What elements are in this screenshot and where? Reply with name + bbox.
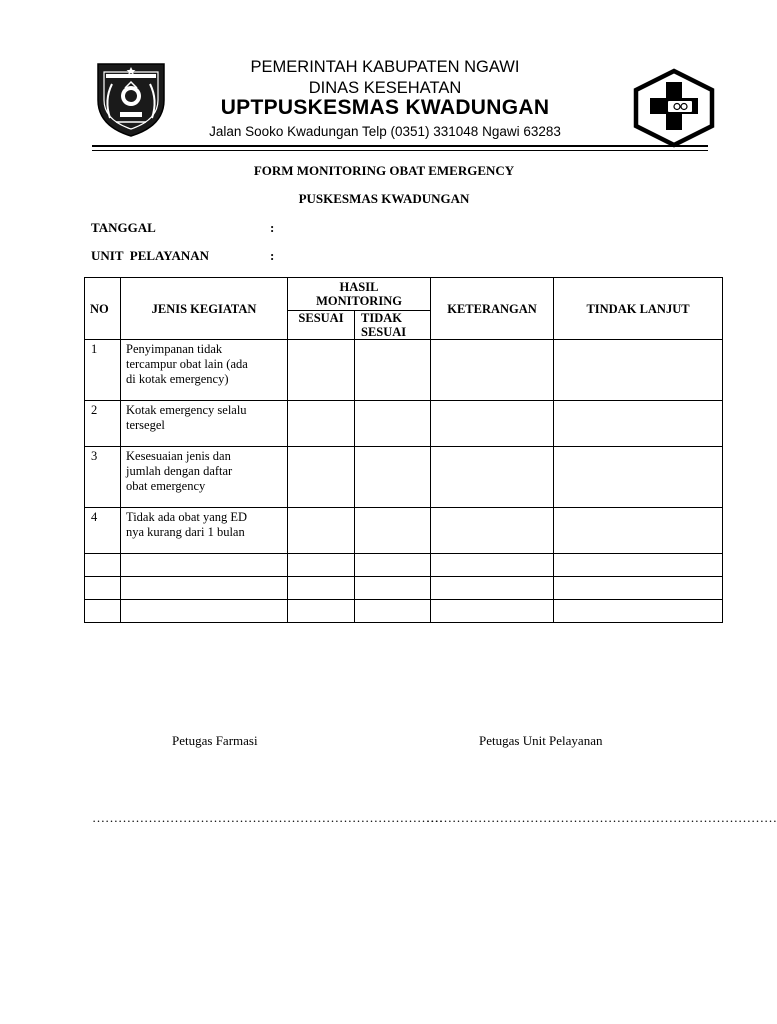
empty-cell[interactable] [355, 577, 431, 600]
empty-cell[interactable] [85, 554, 121, 577]
cell-tidak-sesuai[interactable] [355, 447, 431, 508]
cell-sesuai[interactable] [288, 447, 355, 508]
header-tindak-lanjut: TINDAK LANJUT [554, 278, 723, 340]
cell-sesuai[interactable] [288, 340, 355, 401]
field-label-tanggal: TANGGAL [91, 220, 156, 235]
empty-cell[interactable] [355, 554, 431, 577]
empty-cell[interactable] [355, 600, 431, 623]
address: Jalan Sooko Kwadungan Telp (0351) 331048 Ngawi 63283 [209, 124, 561, 139]
department-name: DINAS KESEHATAN [308, 79, 462, 97]
table-row-empty [85, 577, 723, 600]
empty-cell[interactable] [288, 577, 355, 600]
row-no: 4 [85, 508, 121, 554]
table-row [85, 340, 723, 401]
cell-keterangan[interactable] [431, 340, 554, 401]
empty-cell[interactable] [431, 600, 554, 623]
table-row-empty [85, 600, 723, 623]
ngawi-regency-emblem-icon [94, 60, 168, 138]
header-tidak-line1: TIDAK [361, 311, 402, 325]
signature-line-farmasi: ……………………………………………………………………… [92, 810, 443, 825]
table-row [85, 508, 723, 554]
empty-cell[interactable] [554, 600, 723, 623]
row-no: 1 [85, 340, 121, 401]
row-kegiatan [121, 447, 288, 508]
cell-sesuai[interactable] [288, 508, 355, 554]
row-kegiatan [121, 508, 288, 554]
empty-cell[interactable] [288, 554, 355, 577]
cell-keterangan[interactable] [431, 508, 554, 554]
signature-label-unit: Petugas Unit Pelayanan [479, 733, 603, 748]
empty-cell[interactable] [121, 554, 288, 577]
cell-sesuai[interactable] [288, 401, 355, 447]
table-header-row [85, 278, 723, 311]
empty-cell[interactable] [431, 554, 554, 577]
cell-keterangan[interactable] [431, 401, 554, 447]
field-label-unit-pelayanan: UNIT PELAYANAN [91, 248, 209, 263]
puskesmas-logo-icon [632, 68, 716, 148]
table-row-empty [85, 554, 723, 577]
kegiatan-line: Penyimpanan tidak [126, 342, 223, 356]
header-hasil-monitoring [288, 278, 431, 311]
kegiatan-line: Tidak ada obat yang ED [126, 510, 248, 524]
row-no: 2 [85, 401, 121, 447]
header-jenis-kegiatan: JENIS KEGIATAN [121, 278, 288, 340]
row-no: 3 [85, 447, 121, 508]
header-rule-thick [92, 145, 708, 147]
header-hasil-line1: HASIL [339, 280, 379, 294]
cell-tindak-lanjut[interactable] [554, 401, 723, 447]
cell-tindak-lanjut[interactable] [554, 508, 723, 554]
kegiatan-line: obat emergency [126, 479, 206, 493]
form-title: FORM MONITORING OBAT EMERGENCY [253, 163, 515, 178]
empty-cell[interactable] [431, 577, 554, 600]
row-kegiatan [121, 401, 288, 447]
row-kegiatan [121, 340, 288, 401]
signature-label-farmasi: Petugas Farmasi [172, 733, 258, 748]
kegiatan-line: jumlah dengan daftar [126, 464, 233, 478]
kegiatan-line: Kotak emergency selalu [126, 403, 247, 417]
table-row [85, 401, 723, 447]
table-row [85, 447, 723, 508]
empty-cell[interactable] [85, 600, 121, 623]
signature-line-unit: ……………………………………………………………………… [426, 810, 777, 825]
kegiatan-line: nya kurang dari 1 bulan [126, 525, 245, 539]
field-separator-unit-pelayanan: : [270, 248, 275, 263]
cell-keterangan[interactable] [431, 447, 554, 508]
empty-cell[interactable] [121, 577, 288, 600]
cell-tidak-sesuai[interactable] [355, 401, 431, 447]
header-hasil-line2: MONITORING [316, 294, 402, 308]
kegiatan-line: tercampur obat lain (ada [126, 357, 248, 371]
header-keterangan: KETERANGAN [431, 278, 554, 340]
empty-cell[interactable] [554, 554, 723, 577]
monitoring-table [84, 277, 723, 623]
empty-cell[interactable] [554, 577, 723, 600]
cell-tidak-sesuai[interactable] [355, 508, 431, 554]
empty-cell[interactable] [288, 600, 355, 623]
kegiatan-line: Kesesuaian jenis dan [126, 449, 231, 463]
cell-tindak-lanjut[interactable] [554, 340, 723, 401]
cell-tidak-sesuai[interactable] [355, 340, 431, 401]
header-tidak-line2: SESUAI [361, 325, 407, 339]
empty-cell[interactable] [121, 600, 288, 623]
cell-tindak-lanjut[interactable] [554, 447, 723, 508]
kegiatan-line: tersegel [126, 418, 165, 432]
header-rule-thin [92, 150, 708, 151]
field-separator-tanggal: : [270, 220, 275, 235]
header-no: NO [85, 278, 121, 340]
header-tidak-sesuai [355, 311, 431, 340]
kegiatan-line: di kotak emergency) [126, 372, 229, 386]
unit-name: UPTPUSKESMAS KWADUNGAN [220, 96, 550, 119]
header-sesuai: SESUAI [288, 311, 355, 340]
government-name: PEMERINTAH KABUPATEN NGAWI [250, 58, 520, 76]
form-subtitle: PUSKESMAS KWADUNGAN [298, 191, 470, 206]
empty-cell[interactable] [85, 577, 121, 600]
